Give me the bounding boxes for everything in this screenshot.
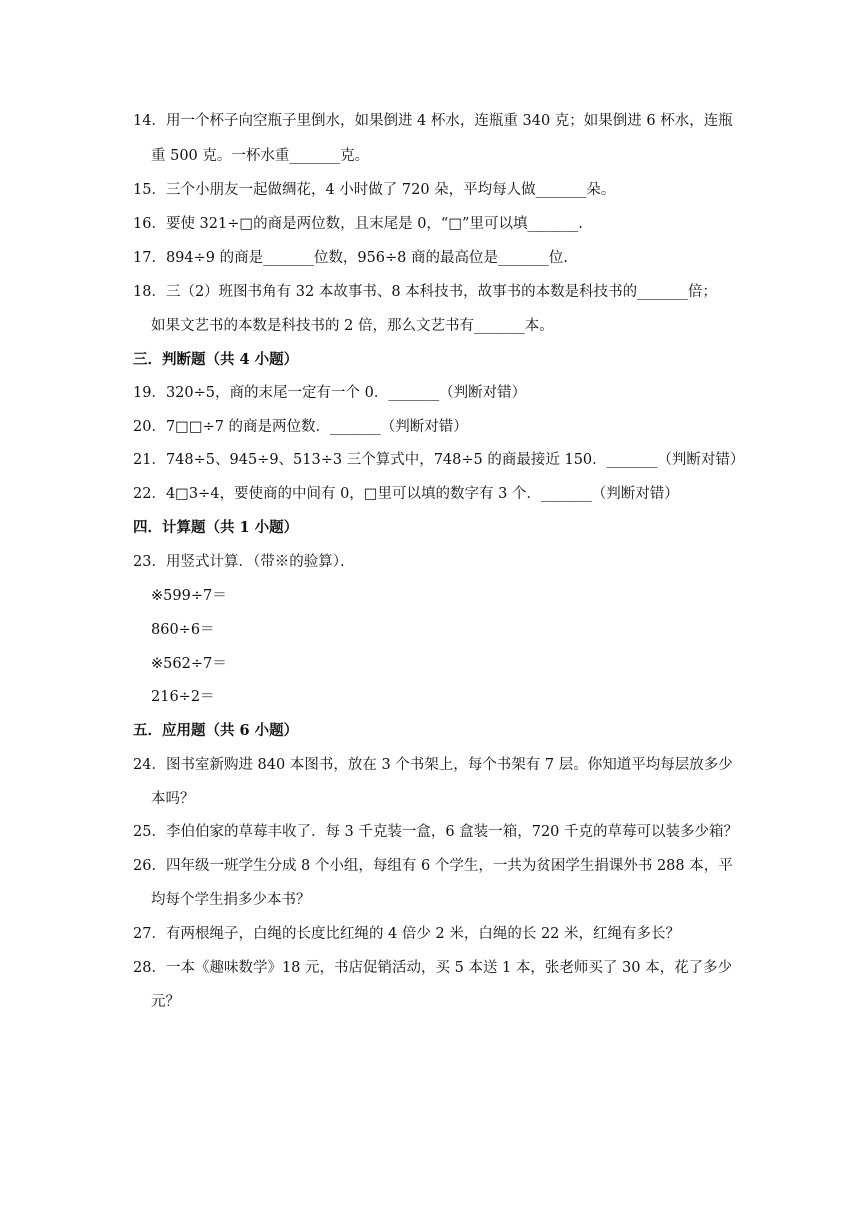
question-14-line-2: 重 500 克。一杯水重_______克。 (151, 148, 370, 164)
section-heading-judgement: 三．判断题（共 4 小题） (133, 351, 299, 368)
question-20: 20．7□□÷7 的商是两位数．_______（判断对错） (133, 419, 468, 435)
question-18-line-1: 18．三（2）班图书角有 32 本故事书、8 本科技书，故事书的本数是科技书的_______倍； (133, 284, 717, 300)
question-28-line-2: 元？ (151, 994, 180, 1010)
question-24-line-2: 本吗？ (151, 791, 195, 807)
question-19: 19．320÷5，商的末尾一定有一个 0．_______（判断对错） (133, 385, 527, 401)
question-22: 22．4□3÷4，要使商的中间有 0，□里可以填的数字有 3 个．_______（判断对错） (133, 486, 679, 502)
question-28-line-1: 28．一本《趣味数学》18 元，书店促销活动，买 5 本送 1 本，张老师买了 30 本，花了多少 (133, 960, 733, 976)
section-heading-application: 五．应用题（共 6 小题） (133, 722, 299, 739)
question-24-line-1: 24．图书室新购进 840 本图书，放在 3 个书架上，每个书架有 7 层。你知道平均每层放多少 (133, 757, 733, 773)
question-21: 21．748÷5、945÷9、513÷3 三个算式中，748÷5 的商最接近 150．_______（判断对错） (133, 452, 745, 468)
question-16: 16．要使 321÷□的商是两位数，且末尾是 0，“□”里可以填_______. (133, 216, 583, 232)
section-heading-calculation: 四．计算题（共 1 小题） (133, 519, 299, 536)
question-26-line-2: 均每个学生捐多少本书？ (151, 892, 311, 908)
question-26-line-1: 26．四年级一班学生分成 8 个小组，每组有 6 个学生，一共为贫困学生捐课外书 288 本，平 (133, 858, 733, 874)
question-17: 17．894÷9 的商是_______位数，956÷8 商的最高位是_______位. (133, 250, 568, 266)
calc-item: 216÷2＝ (151, 689, 215, 705)
question-14-line-1: 14．用一个杯子向空瓶子里倒水，如果倒进 4 杯水，连瓶重 340 克；如果倒进 6 杯水，连瓶 (133, 113, 733, 129)
question-18-line-2: 如果文艺书的本数是科技书的 2 倍，那么文艺书有_______本。 (151, 318, 554, 334)
question-27: 27．有两根绳子，白绳的长度比红绳的 4 倍少 2 米，白绳的长 22 米，红绳有多长？ (133, 926, 681, 942)
question-23-stem: 23．用竖式计算．（带※的验算）． (133, 554, 355, 570)
calc-item: ※599÷7＝ (151, 588, 227, 604)
question-15: 15．三个小朋友一起做绸花，4 小时做了 720 朵，平均每人做_______朵。 (133, 182, 616, 198)
question-25: 25．李伯伯家的草莓丰收了．每 3 千克装一盒，6 盒装一箱，720 千克的草莓可以装多少箱？ (133, 824, 739, 840)
calc-item: 860÷6＝ (151, 622, 215, 638)
calc-item: ※562÷7＝ (151, 656, 227, 672)
